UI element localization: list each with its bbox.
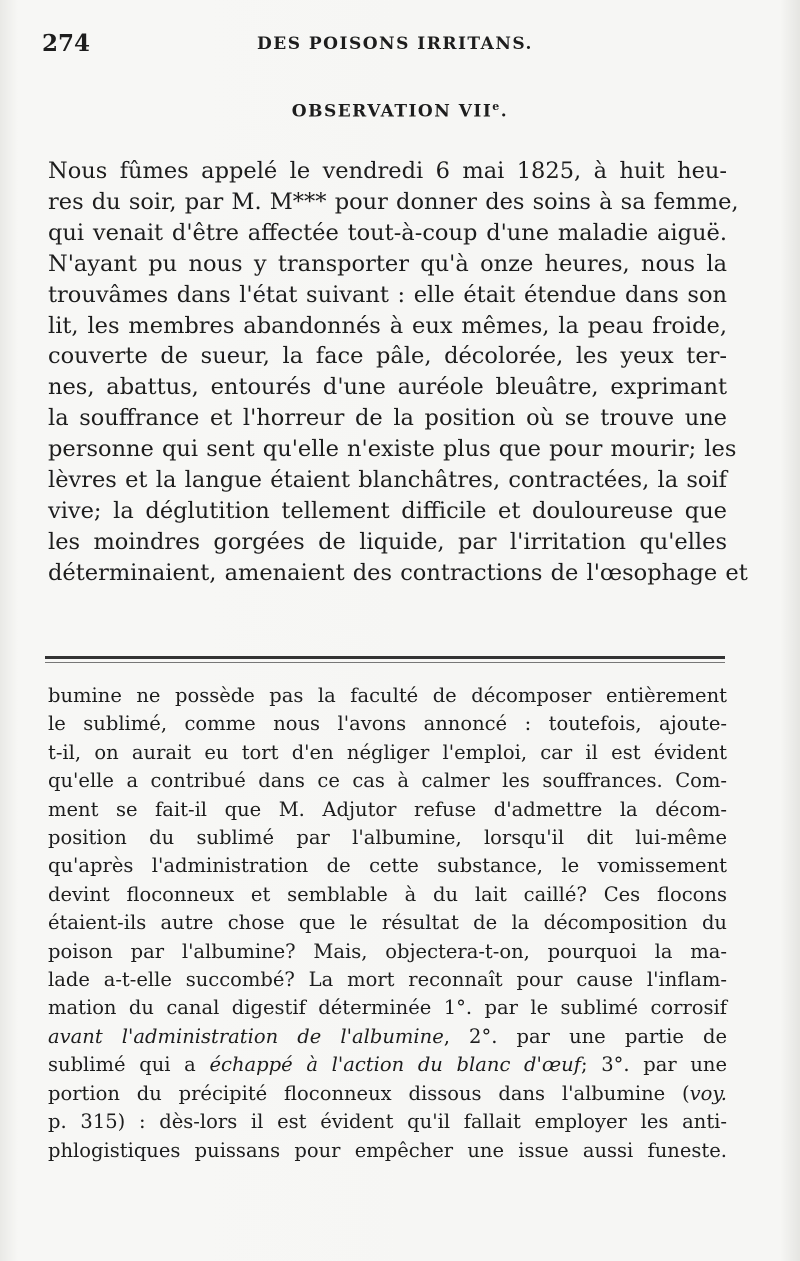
footnote-line: phlogistiques puissans pour empêcher une issue aussi funeste. — [48, 1138, 727, 1162]
footnote-italic: voy. — [689, 1081, 727, 1105]
body-line: qui venait d'être affectée tout-à-coup d'une maladie aiguë. — [48, 219, 727, 246]
body-line: nes, abattus, entourés d'une auréole bleuâtre, exprimant — [48, 374, 727, 401]
footnote-italic: échappé à l'action du blanc d'œuf — [209, 1053, 581, 1077]
footnote-text: ; 3°. par une — [580, 1053, 727, 1077]
section-title-text: OBSERVATION VII — [291, 101, 493, 122]
section-title-sup: e — [492, 100, 501, 113]
footnote-line: devint floconneux et semblable à du lait caillé? Ces flocons — [48, 882, 727, 906]
footnote-line: position du sublimé par l'albumine, lorsqu'il dit lui-même — [48, 826, 727, 850]
body-line: trouvâmes dans l'état suivant : elle était étendue dans son — [48, 281, 727, 308]
footnote-line: qu'elle a contribué dans ce cas à calmer les souffrances. Com- — [48, 769, 727, 793]
footnote-line: mation du canal digestif déterminée 1°. par le sublimé corrosif — [48, 996, 727, 1020]
body-line: personne qui sent qu'elle n'existe plus que pour mourir; les — [48, 436, 737, 463]
footnote-line: étaient-ils autre chose que le résultat de la décomposition du — [48, 911, 727, 935]
running-head: DES POISONS IRRITANS. — [257, 34, 533, 54]
footnote-line — [48, 1051, 727, 1079]
section-title — [0, 100, 800, 122]
section-title-end: . — [500, 101, 509, 122]
footnote-italic: avant l'administration de l'albumine — [48, 1024, 444, 1048]
footnote — [48, 682, 727, 1165]
body-line: N'ayant pu nous y transporter qu'à onze heures, nous la — [48, 250, 727, 277]
body-line: les moindres gorgées de liquide, par l'irritation qu'elles — [48, 528, 727, 555]
footnote-line: qu'après l'administration de cette substance, le vomissement — [48, 854, 727, 878]
footnote-line: p. 315) : dès-lors il est évident qu'il fallait employer les anti- — [48, 1110, 727, 1134]
body-line: déterminaient, amenaient des contractions de l'œsophage et — [48, 559, 748, 586]
footnote-separator — [45, 656, 725, 659]
footnote-line: t-il, on aurait eu tort d'en négliger l'emploi, car il est évident — [48, 740, 727, 764]
page-number: 274 — [42, 30, 91, 57]
body-line: res du soir, par M. M*** pour donner des soins à sa femme, — [48, 188, 739, 215]
body-line: couverte de sueur, la face pâle, décolorée, les yeux ter- — [48, 343, 727, 370]
page-header — [42, 30, 740, 60]
footnote-text: portion du précipité floconneux dissous dans l'albumine ( — [48, 1081, 690, 1105]
footnote-text: , 2°. par une partie de — [443, 1024, 728, 1048]
body-line: lèvres et la langue étaient blanchâtres, contractées, la soif — [48, 467, 727, 494]
footnote-line: bumine ne possède pas la faculté de décomposer entièrement — [48, 684, 727, 707]
footnote-text: sublimé qui a — [48, 1053, 210, 1077]
body-text — [48, 156, 748, 589]
footnote-line: poison par l'albumine? Mais, objectera-t-on, pourquoi la ma- — [48, 939, 727, 963]
footnote-line — [48, 1080, 727, 1108]
footnote-line — [48, 1023, 727, 1051]
body-line: vive; la déglutition tellement difficile et douloureuse que — [48, 497, 727, 524]
footnote-separator-thin — [45, 662, 725, 663]
body-line: Nous fûmes appelé le vendredi 6 mai 1825, à huit heu- — [48, 158, 727, 184]
footnote-line: le sublimé, comme nous l'avons annoncé : toutefois, ajoute- — [48, 712, 727, 736]
body-line: la souffrance et l'horreur de la position où se trouve une — [48, 405, 727, 432]
footnote-line: lade a-t-elle succombé? La mort reconnaît pour cause l'inflam- — [48, 968, 727, 992]
body-line: lit, les membres abandonnés à eux mêmes, la peau froide, — [48, 312, 727, 339]
footnote-line: ment se fait-il que M. Adjutor refuse d'admettre la décom- — [48, 797, 727, 821]
